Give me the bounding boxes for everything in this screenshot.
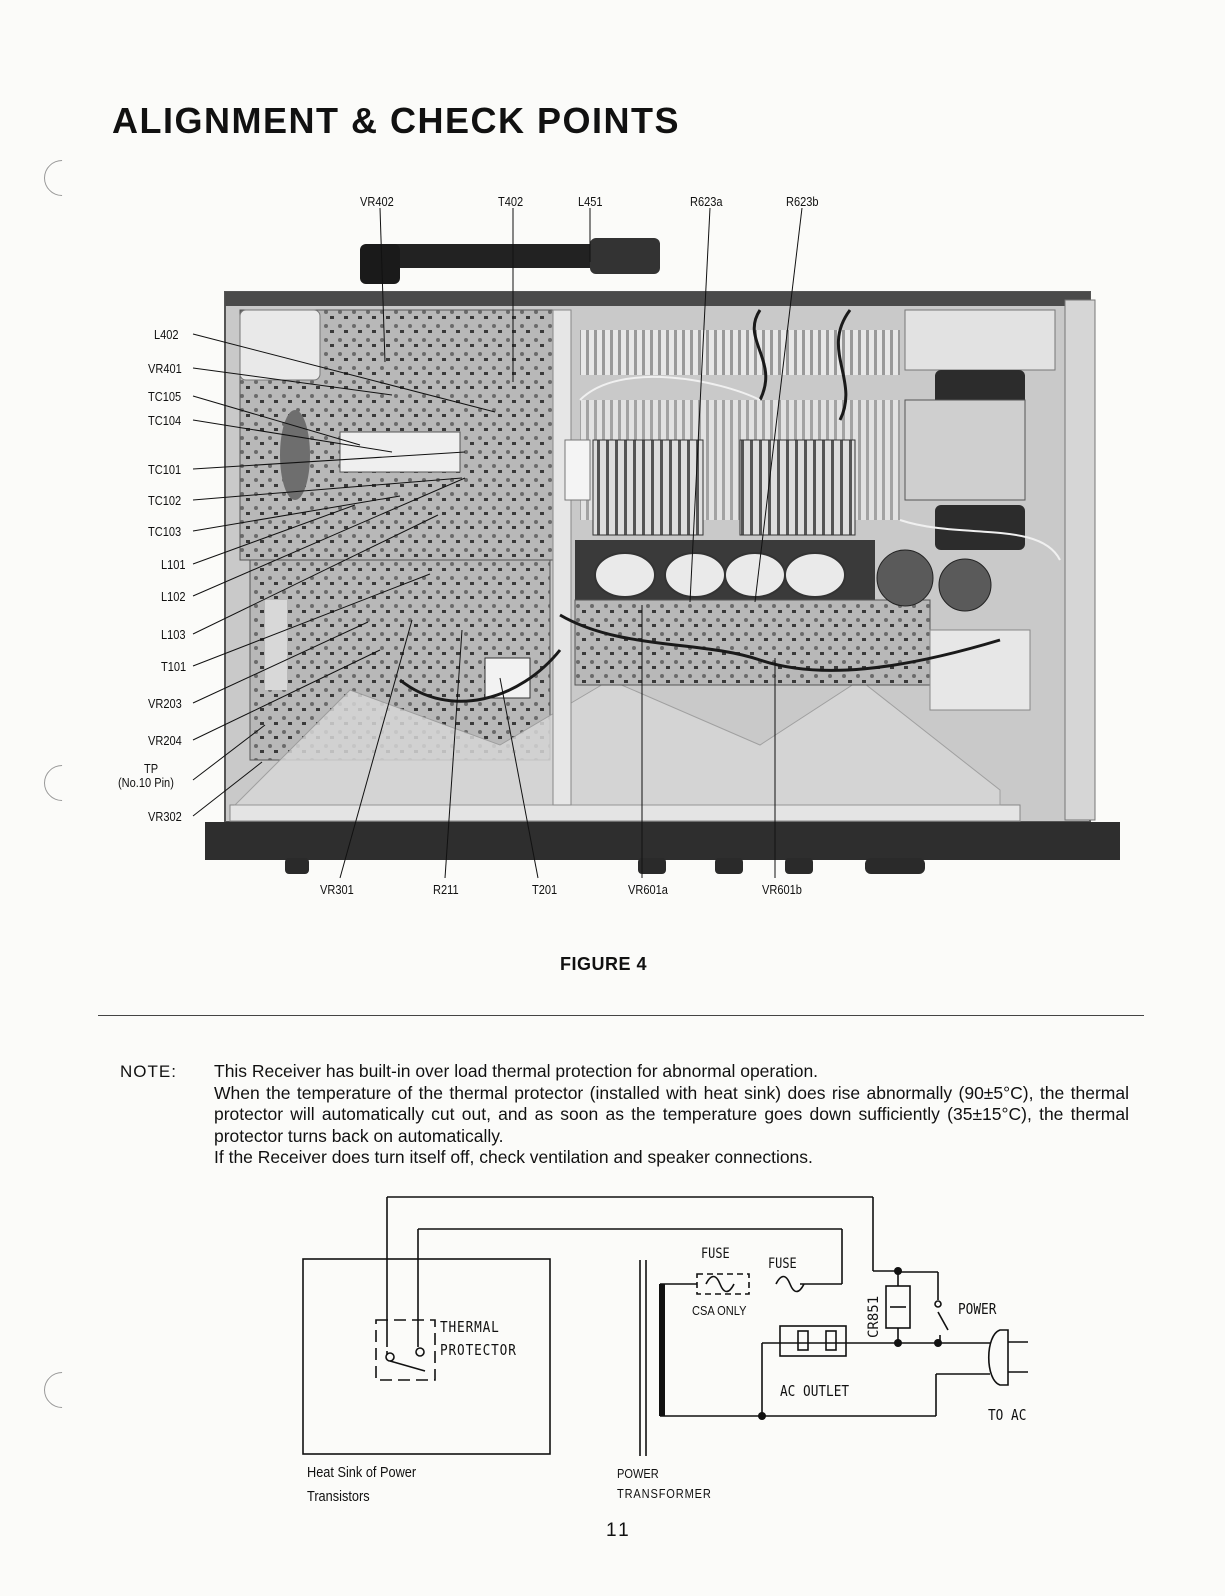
note-line: When the temperature of the thermal protector (installed with heat sink) does rise abnormally (90±5°C), the thermal protector will automatically cut out, and as soon as the temperature goes down sufficiently (35±15°C), the thermal protector turns back on automatically. — [214, 1082, 1129, 1146]
fuse-label-1: FUSE — [701, 1246, 730, 1262]
thermal-protector-label-line1: THERMAL — [440, 1318, 500, 1336]
label-r623b: R623b — [786, 194, 819, 209]
label-t101: T101 — [161, 659, 187, 674]
note-line: If the Receiver does turn itself off, check ventilation and speaker connections. — [214, 1147, 813, 1167]
to-ac-label: TO AC — [988, 1406, 1027, 1424]
label-tc105: TC105 — [148, 389, 182, 404]
thermal-protection-schematic — [0, 1180, 1225, 1560]
cr851-label: CR851 — [866, 1295, 882, 1338]
label-vr301: VR301 — [320, 882, 354, 897]
label-l402: L402 — [154, 327, 179, 342]
label-vr203: VR203 — [148, 696, 182, 711]
note-line: This Receiver has built-in over load thermal protection for abnormal operation. — [214, 1061, 819, 1081]
label-vr204: VR204 — [148, 733, 182, 748]
transformer-label-line2: TRANSFORMER — [617, 1486, 712, 1501]
transformer-label-line1: POWER — [617, 1466, 659, 1481]
ac-outlet-label: AC OUTLET — [780, 1382, 850, 1400]
label-tc104: TC104 — [148, 413, 182, 428]
label-vr401: VR401 — [148, 361, 182, 376]
label-l103: L103 — [161, 627, 186, 642]
label-tc102: TC102 — [148, 493, 182, 508]
label-l451: L451 — [578, 194, 603, 209]
figure-caption: FIGURE 4 — [560, 954, 648, 974]
label-vr302: VR302 — [148, 809, 182, 824]
label-vr601b: VR601b — [762, 882, 802, 897]
note-body — [214, 1061, 1129, 1169]
label-l102: L102 — [161, 589, 186, 604]
label-l101: L101 — [161, 557, 186, 572]
heat-sink-label-line2: Transistors — [307, 1488, 370, 1505]
csa-only-label: CSA ONLY — [692, 1303, 747, 1318]
page-number: 11 — [606, 1520, 632, 1541]
label-r211: R211 — [433, 882, 459, 897]
heat-sink-label-line1: Heat Sink of Power — [307, 1464, 417, 1481]
label-tp-pin: (No.10 Pin) — [118, 775, 174, 790]
label-tc101: TC101 — [148, 462, 182, 477]
label-vr601a: VR601a — [628, 882, 668, 897]
note-label: NOTE: — [120, 1062, 177, 1081]
power-switch-label: POWER — [958, 1300, 997, 1318]
label-tp: TP — [144, 761, 159, 776]
label-tc103: TC103 — [148, 524, 182, 539]
label-t201: T201 — [532, 882, 558, 897]
label-vr402: VR402 — [360, 194, 394, 209]
page-title: ALIGNMENT & CHECK POINTS — [112, 100, 681, 141]
thermal-protector-label-line2: PROTECTOR — [440, 1341, 517, 1359]
label-t402: T402 — [498, 194, 524, 209]
divider — [98, 1015, 1144, 1016]
fuse-label-2: FUSE — [768, 1256, 797, 1272]
label-r623a: R623a — [690, 194, 723, 209]
